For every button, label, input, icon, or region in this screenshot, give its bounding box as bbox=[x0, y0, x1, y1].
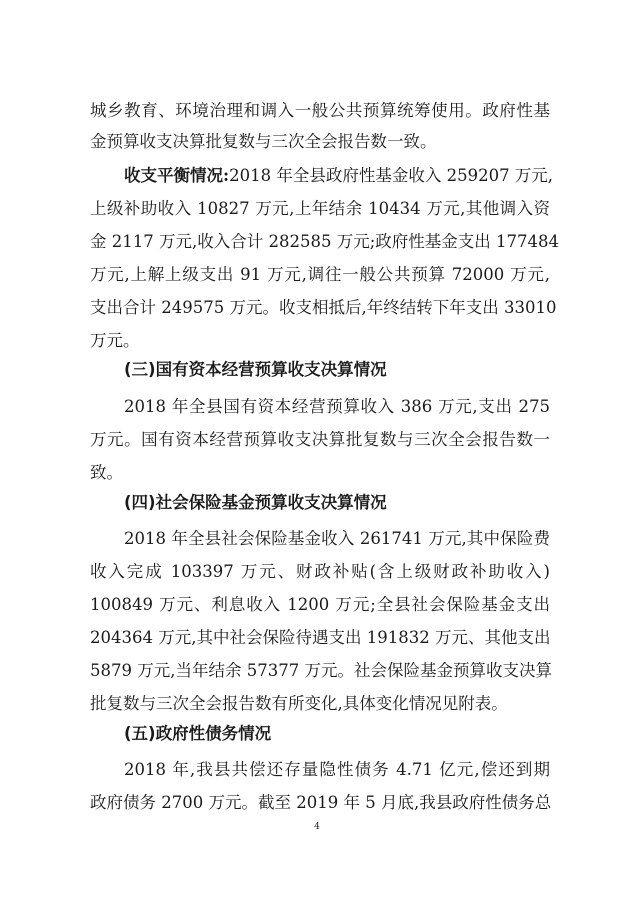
paragraph-line: 支出合计 249575 万元。收支相抵后,年终结转下年支出 33010 bbox=[90, 298, 557, 317]
paragraph-line bbox=[124, 166, 554, 186]
inline-text: 2018 年全县政府性基金收入 259207 万元, bbox=[229, 166, 554, 185]
paragraph-line: 万元,上解上级支出 91 万元,调往一般公共预算 72000 万元, bbox=[90, 265, 550, 284]
section-heading: (三)国有资本经营预算收支决算情况 bbox=[124, 360, 387, 379]
paragraph-line: 金预算收支决算批复数与三次全会报告数一致。 bbox=[90, 132, 437, 151]
paragraph-line: 收入完成 103397 万元、财政补贴(含上级财政补助收入) bbox=[90, 562, 550, 581]
paragraph-line: 政府债务 2700 万元。截至 2019 年 5 月底,我县政府性债务总 bbox=[90, 793, 552, 812]
paragraph-line: 2018 年全县国有资本经营预算收入 386 万元,支出 275 bbox=[124, 397, 550, 416]
paragraph-line: 批复数与三次全会报告数有所变化,具体变化情况见附表。 bbox=[90, 694, 508, 713]
paragraph-line: 万元。国有资本经营预算收支决算批复数与三次全会报告数一 bbox=[90, 430, 550, 449]
section-heading: (四)社会保险基金预算收支决算情况 bbox=[124, 493, 387, 512]
paragraph-line: 2018 年全县社会保险基金收入 261741 万元,其中保险费 bbox=[124, 529, 550, 548]
paragraph-line: 金 2117 万元,收入合计 282585 万元;政府性基金支出 177484 bbox=[90, 232, 559, 251]
inline-bold-lead: 收支平衡情况: bbox=[124, 166, 230, 185]
paragraph-line: 5879 万元,当年结余 57377 万元。社会保险基金预算收支决算 bbox=[90, 661, 552, 680]
paragraph-line: 2018 年,我县共偿还存量隐性债务 4.71 亿元,偿还到期 bbox=[124, 760, 550, 779]
paragraph-line: 城乡教育、环境治理和调入一般公共预算统筹使用。政府性基 bbox=[90, 101, 550, 120]
page-number: 4 bbox=[314, 822, 320, 832]
paragraph-line: 万元。 bbox=[90, 331, 140, 350]
paragraph-line: 204364 万元,其中社会保险待遇支出 191832 万元、其他支出 bbox=[90, 628, 551, 647]
paragraph-line: 100849 万元、利息收入 1200 万元;全县社会保险基金支出 bbox=[90, 595, 550, 614]
section-heading: (五)政府性债务情况 bbox=[124, 724, 272, 743]
paragraph-line: 致。 bbox=[90, 463, 123, 482]
paragraph-line: 上级补助收入 10827 万元,上年结余 10434 万元,其他调入资 bbox=[90, 199, 550, 218]
